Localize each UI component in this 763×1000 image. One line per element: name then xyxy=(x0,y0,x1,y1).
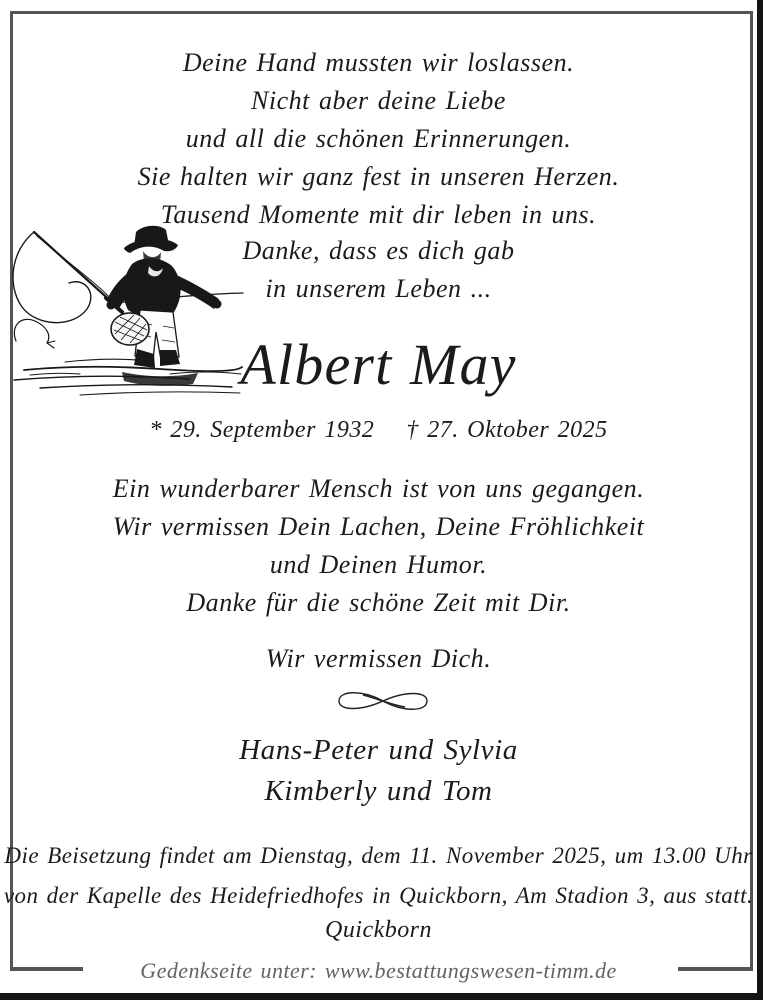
tribute-line: Wir vermissen Dein Lachen, Deine Fröhlichkeit xyxy=(112,512,645,541)
memorial-site-note: Gedenkseite unter: www.bestattungswesen-timm.de xyxy=(140,958,617,983)
life-dates xyxy=(0,414,757,446)
verse-line: Tausend Momente mit dir leben in uns. xyxy=(160,200,597,229)
tribute-text xyxy=(0,470,757,622)
deceased-name: Albert May xyxy=(240,332,517,397)
verse-line: Nicht aber deine Liebe xyxy=(251,86,506,115)
funeral-line: von der Kapelle des Heidefriedhofes in Quickborn, Am Stadion 3, aus statt. xyxy=(3,883,754,908)
family-line: Hans-Peter und Sylvia xyxy=(239,734,518,766)
opening-verse xyxy=(0,44,757,234)
thanks-line: in unserem Leben ... xyxy=(265,274,492,303)
tribute-line: Ein wunderbarer Mensch ist von uns gegangen. xyxy=(112,474,645,503)
tribute-line: und Deinen Humor. xyxy=(269,550,488,579)
thanks-line: Danke, dass es dich gab xyxy=(242,236,515,265)
city-label: Quickborn xyxy=(325,917,432,943)
tribute-line: Danke für die schöne Zeit mit Dir. xyxy=(186,588,571,617)
family-line: Kimberly und Tom xyxy=(264,775,493,807)
farewell-line: Wir vermissen Dich. xyxy=(265,644,492,673)
funeral-line: Die Beisetzung findet am Dienstag, dem 11. November 2025, um 13.00 Uhr xyxy=(4,843,753,868)
page-edge-band-bottom xyxy=(0,993,763,1000)
mourning-family xyxy=(0,730,757,812)
verse-line: und all die schönen Erinnerungen. xyxy=(185,124,572,153)
verse-line: Deine Hand mussten wir loslassen. xyxy=(182,48,575,77)
funeral-info xyxy=(0,836,757,916)
infinity-flourish-icon xyxy=(333,686,433,716)
page-edge-band-right xyxy=(757,0,763,1000)
death-date: † 27. Oktober 2025 xyxy=(406,417,608,443)
birth-date: * 29. September 1932 xyxy=(149,417,375,443)
verse-line: Sie halten wir ganz fest in unseren Herzen. xyxy=(137,162,620,191)
